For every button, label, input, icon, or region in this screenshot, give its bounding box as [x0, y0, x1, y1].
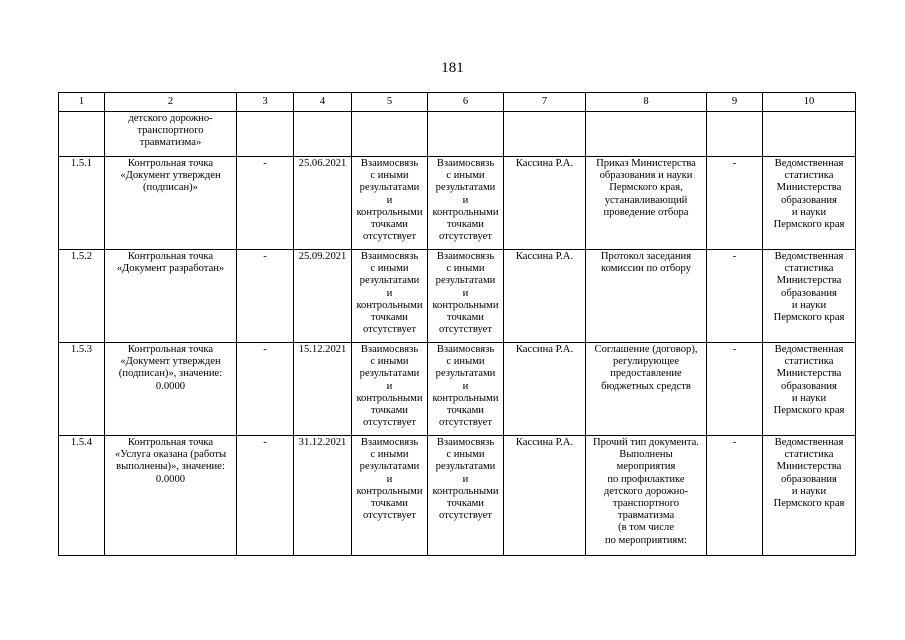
table-row	[59, 157, 856, 250]
information-source: Ведомственная статистика Министерства образования и науки Пермского края	[763, 250, 856, 343]
column-number: 1	[59, 93, 105, 112]
table-cell: детского дорожно- транспортного травматизма»	[105, 112, 237, 157]
item-date: 31.12.2021	[294, 436, 352, 556]
column-number-row	[59, 93, 856, 112]
table-cell	[59, 112, 105, 157]
document-type: Приказ Министерства образования и науки Пермского края, устанавливающий проведение отбора	[586, 157, 707, 250]
information-source: Ведомственная статистика Министерства образования и науки Пермского края	[763, 343, 856, 436]
information-source: Ведомственная статистика Министерства образования и науки Пермского края	[763, 157, 856, 250]
table-cell	[428, 112, 504, 157]
responsible-person: Кассина Р.А.	[504, 343, 586, 436]
table-cell	[586, 112, 707, 157]
item-number: 1.5.3	[59, 343, 105, 436]
item-number: 1.5.1	[59, 157, 105, 250]
table-cell	[352, 112, 428, 157]
table-cell: Взаимосвязь с иными результатами и контрольными точками отсутствует	[352, 157, 428, 250]
responsible-person: Кассина Р.А.	[504, 250, 586, 343]
table-cell: -	[237, 343, 294, 436]
table-cell	[763, 112, 856, 157]
item-number: 1.5.2	[59, 250, 105, 343]
table-cell: Взаимосвязь с иными результатами и контрольными точками отсутствует	[352, 436, 428, 556]
table-row	[59, 343, 856, 436]
column-number: 6	[428, 93, 504, 112]
table-cell: Взаимосвязь с иными результатами и контрольными точками отсутствует	[428, 436, 504, 556]
table-cell: -	[707, 436, 763, 556]
table-cell: Взаимосвязь с иными результатами и контрольными точками отсутствует	[428, 343, 504, 436]
table-cell: -	[707, 250, 763, 343]
table-cell: -	[237, 250, 294, 343]
item-date: 25.09.2021	[294, 250, 352, 343]
item-date: 15.12.2021	[294, 343, 352, 436]
document-type: Соглашение (договор), регулирующее предоставление бюджетных средств	[586, 343, 707, 436]
table-cell: Взаимосвязь с иными результатами и контрольными точками отсутствует	[428, 250, 504, 343]
table-cell	[294, 112, 352, 157]
plan-table	[58, 92, 856, 556]
table-row	[59, 436, 856, 556]
item-title: Контрольная точка «Документ разработан»	[105, 250, 237, 343]
column-number: 3	[237, 93, 294, 112]
item-title: Контрольная точка «Документ утвержден (подписан)»	[105, 157, 237, 250]
item-date: 25.06.2021	[294, 157, 352, 250]
column-number: 10	[763, 93, 856, 112]
column-number: 4	[294, 93, 352, 112]
column-number: 5	[352, 93, 428, 112]
table-cell: Взаимосвязь с иными результатами и контрольными точками отсутствует	[352, 343, 428, 436]
column-number: 8	[586, 93, 707, 112]
table-cell: -	[707, 157, 763, 250]
table-cell: -	[237, 436, 294, 556]
responsible-person: Кассина Р.А.	[504, 157, 586, 250]
table-cell: -	[707, 343, 763, 436]
table-cell	[504, 112, 586, 157]
document-type: Протокол заседания комиссии по отбору	[586, 250, 707, 343]
column-number: 2	[105, 93, 237, 112]
responsible-person: Кассина Р.А.	[504, 436, 586, 556]
table-cell: Взаимосвязь с иными результатами и контрольными точками отсутствует	[428, 157, 504, 250]
column-number: 9	[707, 93, 763, 112]
column-number: 7	[504, 93, 586, 112]
table-cell: -	[237, 157, 294, 250]
information-source: Ведомственная статистика Министерства образования и науки Пермского края	[763, 436, 856, 556]
table-cell	[707, 112, 763, 157]
table-row	[59, 250, 856, 343]
table-cell	[237, 112, 294, 157]
continuation-row	[59, 112, 856, 157]
item-title: Контрольная точка «Документ утвержден (подписан)», значение: 0.0000	[105, 343, 237, 436]
item-title: Контрольная точка «Услуга оказана (работы выполнены)», значение: 0.0000	[105, 436, 237, 556]
document-type: Прочий тип документа. Выполнены мероприятия по профилактике детского дорожно- транспортного травматизма (в том числе по мероприятиям:	[586, 436, 707, 556]
page-number: 181	[441, 60, 464, 76]
table-cell: Взаимосвязь с иными результатами и контрольными точками отсутствует	[352, 250, 428, 343]
item-number: 1.5.4	[59, 436, 105, 556]
